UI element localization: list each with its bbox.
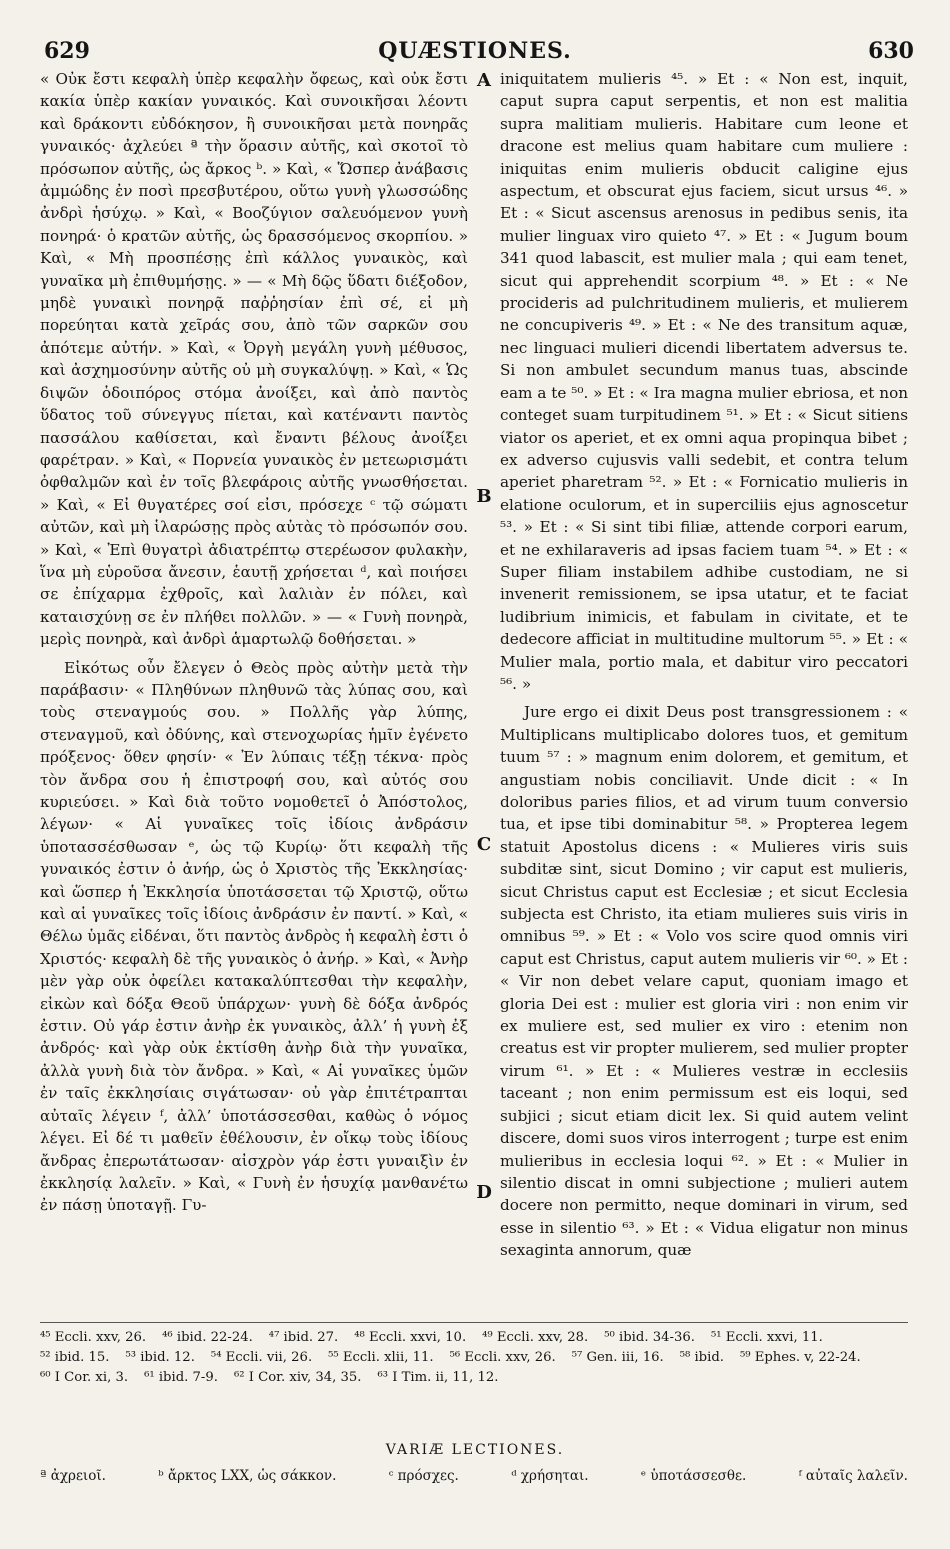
variant-reading: ª ἀχρειοῖ. [40,1468,106,1484]
page-number-left: 629 [44,38,90,64]
latin-paragraph-2: Jure ergo ei dixit Deus post transgressionem : « Multiplicans multiplicabo dolores tuos, et gemitum tuum ⁵⁷ : » magnum enim dolorem, et gemitum, et angustiam nobis conciliavit. Unde dicit : « In doloribus paries filios, et ad virum tuum conversio tua, et ipse tibi dominabitur ⁵⁸. » Propterea legem statuit Apostolus dicens : « Mulieres viris suis subditæ sint, sicut Domino ; vir caput est mulieris, sicut Christus caput est Ecclesiæ ; et sicut Ecclesia subjecta est Christo, ita etiam mulieres suis viris in omnibus ⁵⁹. » Et : « Volo vos scire quod omnis viri caput est Christus, caput autem mulieris vir ⁶⁰. » Et : « Vir non debet velare caput, quoniam imago et gloria Dei est : mulier est gloria viri : non enim vir ex muliere est, sed mulier ex viro : etenim non creatus est vir propter mulierem, sed mulier propter virum ⁶¹. » Et : « Mulieres vestræ in ecclesiis taceant ; non enim permissum est eis loqui, sed subjici ; sicut etiam dicit lex. Si quid autem velint discere, domi suos viros interrogent ; turpe est enim mulieribus in ecclesia loqui ⁶². » Et : « Mulier in silentio discat in omni subjectione ; mulieri autem docere non permitto, neque dominari in virum, sed esse in silentio ⁶³. » Et : « Vidua eligatur non minus sexaginta annorum, quæ [500,703,908,1260]
section-marker-a: A [477,70,491,91]
variant-reading: ᵇ ἄρκτος LXX, ὡς σάκκον. [158,1468,337,1484]
footnote: ⁴⁸ Eccli. xxvi, 10. [354,1330,467,1345]
footnote: ⁴⁷ ibid. 27. [268,1330,339,1345]
footnote: ⁵⁷ Gen. iii, 16. [571,1350,664,1365]
footnote: ⁵³ ibid. 12. [125,1350,195,1365]
latin-paragraph-1: iniquitatem mulieris ⁴⁵. » Et : « Non est, inquit, caput supra caput serpentis, et non est malitia supra malitiam mulieris. Habitare cum leone et dracone est melius quam habitare cum muliere : iniquitas enim mulieris obducit caligine ejus aspectum, et obscurat ejus faciem, sicut ursus ⁴⁶. » Et : « Sicut ascensus arenosus in pedibus senis, ita mulier linguax viro quieto ⁴⁷. » Et : « Jugum boum 341 quod labascit, est mulier mala ; qui eam tenet, sicut qui apprehendit scorpium ⁴⁸. » Et : « Ne procideris ad pulchritudinem mulieris, et mulierem ne concupiveris ⁴⁹. » Et : « Ne des transitum aquæ, nec linguaci mulieri dicendi libertatem adversus te. Si non ambulet secundum manus tuas, abscinde eam a te ⁵⁰. » Et : « Ira magna mulier ebriosa, et non conteget suam turpitudinem ⁵¹. » Et : « Sicut sitiens viator os aperiet, et ex omni aqua propinqua bibet ; ex adverso cujusvis valli sedebit, et contra telum aperiet pharetram ⁵². » Et : « Fornicatio mulieris in elatione oculorum, et in superciliis ejus agnoscetur ⁵³. » Et : « Si sint tibi filiæ, attende corpori earum, et ne exhilaraveris ad ipsas faciem tuam ⁵⁴. » Et : « Super filiam instabilem adhibe custodiam, ne si invenerit remissionem, se ipsa utatur, et te faciat ludibrium inimicis, et fabulam in civitate, et te dedecore afficiat in multitudine multorum ⁵⁵. » Et : « Mulier mala, portio mala, et dabitur viro peccatori ⁵⁶. » [500,70,908,693]
footnote: ⁵¹ Eccli. xxvi, 11. [710,1330,823,1345]
variant-reading: ᵉ ὑποτάσσεσθε. [640,1468,747,1484]
footnote: ⁵⁵ Eccli. xlii, 11. [328,1350,434,1365]
variant-reading: ᶜ πρόσχες. [388,1468,459,1484]
footnote: ⁵⁸ ibid. [679,1350,724,1365]
page-number-right: 630 [868,38,914,64]
variae-lectiones-heading: VARIÆ LECTIONES. [385,1442,565,1458]
footnote: ⁵⁴ Eccli. vii, 26. [210,1350,313,1365]
greek-column [40,68,468,1316]
latin-column [500,68,908,1316]
variant-reading: ᵈ χρήσηται. [511,1468,589,1484]
footnote: ⁵⁶ Eccli. xxv, 26. [449,1350,556,1365]
footnote: ⁶² I Cor. xiv, 34, 35. [233,1370,362,1385]
footnotes [40,1328,908,1388]
running-header [0,38,950,72]
footnote: ⁶³ I Tim. ii, 11, 12. [377,1370,499,1385]
footnote: ⁶¹ ibid. 7-9. [144,1370,218,1385]
greek-paragraph-2: Εἰκότως οὖν ἔλεγεν ὁ Θεὸς πρὸς αὐτὴν μετὰ τὴν παράβασιν· « Πληθύνων πληθυνῶ τὰς λύπας σου, καὶ τοὺς στεναγμούς σου. » Πολλῆς γὰρ λύπης, στεναγμοῦ, καὶ ὀδύνης, καὶ στενοχωρίας ἡμῖν ἐγένετο πρόξενος· ὅθεν φησίν· « Ἐν λύπαις τέξῃ τέκνα· πρὸς τὸν ἄνδρα σου ἡ ἐπιστροφή σου, καὶ αὐτός σου κυριεύσει. » Καὶ διὰ τοῦτο νομοθετεῖ ὁ Ἀπόστολος, λέγων· « Αἱ γυναῖκες τοῖς ἰδίοις ἀνδράσιν ὑποτασσέσθωσαν ᵉ, ὡς τῷ Κυρίῳ· ὅτι κεφαλὴ τῆς γυναικός ἐστιν ὁ ἀνήρ, ὡς ὁ Χριστὸς τῆς Ἐκκλησίας· καὶ ὥσπερ ἡ Ἐκκλησία ὑποτάσσεται τῷ Χριστῷ, οὕτω καὶ αἱ γυναῖκες τοῖς ἰδίοις ἀνδράσιν ἐν παντί. » Καὶ, « Θέλω ὑμᾶς εἰδέναι, ὅτι παντὸς ἀνδρὸς ἡ κεφαλὴ ἐστι ὁ Χριστός· κεφαλὴ δὲ τῆς γυναικὸς ὁ ἀνήρ. » Καὶ, « Ἀνὴρ μὲν γὰρ οὐκ ὀφείλει κατακαλύπτεσθαι τὴν κεφαλὴν, εἰκὼν καὶ δόξα Θεοῦ ὑπάρχων· γυνὴ δὲ δόξα ἀνδρός ἐστιν. Οὐ γάρ ἐστιν ἀνὴρ ἐκ γυναικὸς, ἀλλ’ ἡ γυνὴ ἐξ ἀνδρός· καὶ γὰρ οὐκ ἐκτίσθη ἀνὴρ διὰ τὴν γυναῖκα, ἀλλὰ γυνὴ διὰ τὸν ἄνδρα. » Καὶ, « Αἱ γυναῖκες ὑμῶν ἐν ταῖς ἐκκλησίαις σιγάτωσαν· οὐ γὰρ ἐπιτέτραπται αὐταῖς λέγειν ᶠ, ἀλλ’ ὑποτάσσεσθαι, καθὼς ὁ νόμος λέγει. Εἰ δέ τι μαθεῖν ἐθέλουσιν, ἐν οἴκῳ τοὺς ἰδίους ἄνδρας ἐπερωτάτωσαν· αἰσχρὸν γάρ ἐστι γυναιξὶν ἐν ἐκκλησίᾳ λαλεῖν. » Καὶ, « Γυνὴ ἐν ἡσυχίᾳ μανθανέτω ἐν πάσῃ ὑποταγῇ. Γυ- [40,658,468,1215]
running-title: QUÆSTIONES. [378,38,572,64]
greek-paragraph-1: « Οὐκ ἔστι κεφαλὴ ὑπὲρ κεφαλὴν ὄφεως, καὶ οὐκ ἔστι κακία ὑπὲρ κακίαν γυναικός. Καὶ συνοικῆσαι λέοντι καὶ δράκοντι εὐδόκησον, ἢ συνοικῆσαι μετὰ πονηρᾶς γυναικός· ἀχλεύει ª τὴν ὅρασιν αὐτῆς, καὶ σκοτοῖ τὸ πρόσωπον αὐτῆς, ὡς ἄρκος ᵇ. » Καὶ, « Ὥσπερ ἀνάβασις ἀμμώδης ἐν ποσὶ πρεσβυτέρου, οὕτω γυνὴ γλωσσώδης ἀνδρὶ ἡσύχῳ. » Καὶ, « Βοοζύγιον σαλευόμενον γυνὴ πονηρά· ὁ κρατῶν αὐτῆς, ὡς δρασσόμενος σκορπίου. » Καὶ, « Μὴ προσπέσῃς ἐπὶ κάλλος γυναικὸς, καὶ γυναῖκα μὴ ἐπιθυμήσῃς. » — « Μὴ δῷς ὕδατι διέξοδον, μηδὲ γυναικὶ πονηρᾷ παῤῥησίαν ἐπὶ σέ, εἰ μὴ πορεύηται κατὰ χεῖράς σου, ἀπὸ τῶν σαρκῶν σου ἀπότεμε αὐτήν. » Καὶ, « Ὀργὴ μεγάλη γυνὴ μέθυσος, καὶ ἀσχημοσύνην αὐτῆς οὐ μὴ συγκαλύψῃ. » Καὶ, « Ὡς διψῶν ὁδοιπόρος στόμα ἀνοίξει, καὶ ἀπὸ παντὸς ὕδατος τοῦ σύνεγγυς πίεται, καὶ κατέναντι παντὸς πασσάλου καθίσεται, καὶ ἔναντι βέλους ἀνοίξει φαρέτραν. » Καὶ, « Πορνεία γυναικὸς ἐν μετεωρισμάτι ὀφθαλμῶν καὶ ἐν τοῖς βλεφάροις αὐτῆς γνωσθήσεται. » Καὶ, « Εἰ θυγατέρες σοί εἰσι, πρόσεχε ᶜ τῷ σώματι αὐτῶν, καὶ μὴ ἱλαρώσῃς πρὸς αὐτὰς τὸ πρόσωπόν σου. » Καὶ, « Ἐπὶ θυγατρὶ ἀδιατρέπτῳ στερέωσον φυλακὴν, ἵνα μὴ εὑροῦσα ἄνεσιν, ἑαυτῇ χρήσεται ᵈ, καὶ ποιήσει σε ἐπίχαρμα ἐχθροῖς, καὶ λαλιὰν ἐν πόλει, καὶ καταισχύνῃ σε ἐν πλήθει πολλῶν. » — « Γυνὴ πονηρὰ, μερὶς πονηρὰ, καὶ ἀνδρὶ ἁμαρτωλῷ δοθήσεται. » [40,70,468,649]
footnote: ⁴⁶ ibid. 22-24. [162,1330,253,1345]
section-marker-c: C [476,834,492,855]
footnote: ⁵⁹ Ephes. v, 22-24. [739,1350,861,1365]
footnote-list [40,1328,908,1388]
variant-reading: ᶠ αὐταῖς λαλεῖν. [798,1468,908,1484]
footnote: ⁴⁵ Eccli. xxv, 26. [40,1330,147,1345]
footnote: ⁶⁰ I Cor. xi, 3. [40,1370,129,1385]
footnote-rule [40,1322,908,1323]
section-markers [470,68,498,1316]
section-marker-b: B [476,486,492,507]
footnote: ⁴⁹ Eccli. xxv, 28. [482,1330,589,1345]
variae-lectiones-list [40,1466,908,1486]
section-marker-d: D [476,1182,492,1203]
footnote: ⁵⁰ ibid. 34-36. [604,1330,695,1345]
footnote: ⁵² ibid. 15. [40,1350,110,1365]
